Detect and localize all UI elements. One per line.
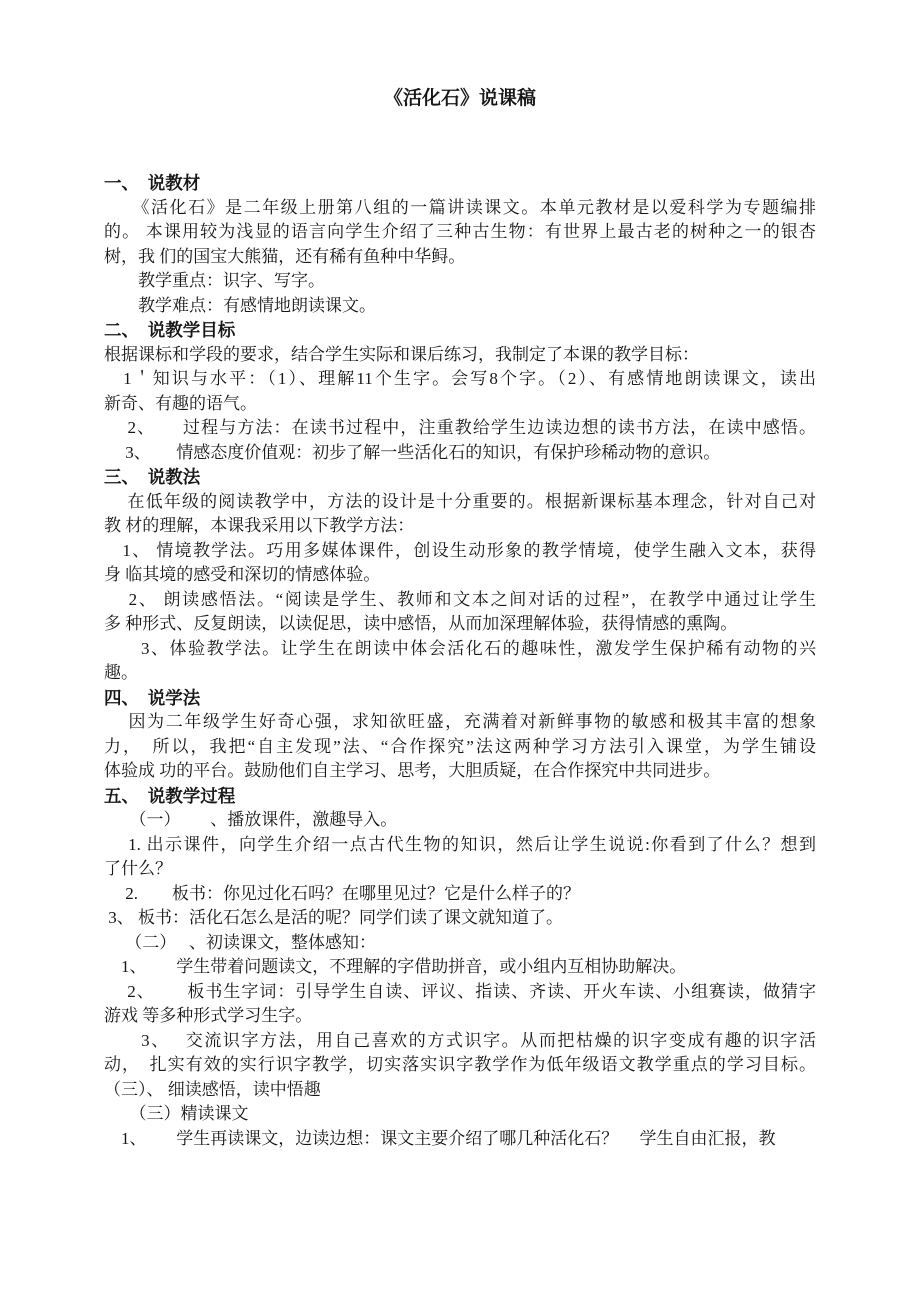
- text-line: 《活化石》是二年级上册第八组的一篇讲读课文。本单元教材是以爱科学为专题编排: [104, 197, 816, 217]
- text-line: 了什么？: [104, 859, 172, 878]
- text-line: 的。 本课用较为浅显的语言向学生介绍了三种古生物：有世界上最古老的树种之一的银杏: [104, 222, 816, 241]
- text-line: 体验成 功的平台。鼓励他们自主学习、思考，大胆质疑，在合作探究中共同进步。: [104, 761, 721, 780]
- text-line: 3、 板书：活化石怎么是活的呢？同学们读了课文就知道了。: [104, 908, 563, 927]
- text-line: 3、 交流识字方法，用自己喜欢的方式识字。从而把枯燥的识字变成有趣的识字活: [104, 1030, 816, 1050]
- text-line: （三）、 细读感悟，读中悟趣: [104, 1079, 321, 1099]
- text-line: 游戏 等多种形式学习生字。: [104, 1006, 313, 1025]
- text-line: 教学重点：识字、写字。: [104, 271, 325, 290]
- text-line: 1、 情境教学法。巧用多媒体课件，创设生动形象的教学情境，使学生融入文本，获得: [104, 540, 816, 560]
- text-line: 1. 出示课件，向学生介绍一点古代生物的知识，然后让学生说说:你看到了什么？想到: [104, 834, 816, 854]
- text-line: 2、 朗读感悟法。“阅读是学生、教师和文本之间对话的过程”，在教学中通过让学生: [104, 589, 816, 609]
- text-line: 2、 板书生字词：引导学生自读、评议、指读、齐读、开火车读、小组赛读，做猜字: [104, 981, 816, 1001]
- text-line: 3、 情感态度价值观：初步了解一些活化石的知识，有保护珍稀动物的意识。: [104, 442, 721, 462]
- text-line: （二） 、初读课文，整体感知：: [104, 932, 376, 952]
- section-heading: 五、 说教学过程: [104, 785, 236, 806]
- text-line: 趣。: [104, 663, 138, 682]
- text-line: （一） 、播放课件，激趣导入。: [104, 810, 398, 829]
- section-heading: 二、 说教学目标: [104, 320, 236, 340]
- text-line: 1、 学生再读课文，边读边想：课文主要介绍了哪几种活化石？ 学生自由汇报，教: [104, 1128, 776, 1148]
- text-line: 2、 过程与方法：在读书过程中，注重教给学生边读边想的读书方法，在读中感悟。: [104, 418, 816, 437]
- section-heading: 四、 说学法: [104, 687, 201, 708]
- text-line: 力， 所以，我把“自主发现”法、“合作探究”法这两种学习方法引入课堂，为学生铺设: [104, 736, 816, 756]
- text-line: 根据课标和学段的要求，结合学生实际和课后练习，我制定了本课的教学目标：: [104, 344, 699, 364]
- document-body: [104, 171, 816, 1151]
- text-line: 动， 扎实有效的实行识字教学，切实落实识字教学作为低年级语文教学重点的学习目标。: [104, 1055, 816, 1074]
- text-line: 树，我 们的国宝大熊猫，还有稀有鱼种中华鲟。: [104, 246, 466, 266]
- text-line: 教 材的理解，本课我采用以下教学方法：: [104, 516, 415, 535]
- text-line: 因为二年级学生好奇心强，求知欲旺盛，充满着对新鲜事物的敏感和极其丰富的想象: [104, 712, 816, 731]
- text-line: 教学难点：有感情地朗读课文。: [104, 295, 376, 315]
- document-content: [104, 86, 816, 1151]
- text-line: 1＇知识与水平：（1）、理解11个生字。会写8个字。（2）、有感情地朗读课文，读出: [104, 369, 816, 388]
- text-line: 2. 板书：你见过化石吗？在哪里见过？它是什么样子的？: [104, 883, 580, 903]
- text-line: （三）精读课文: [104, 1104, 249, 1123]
- document-title: 《活化石》说课稿: [383, 88, 536, 109]
- text-line: 1、 学生带着问题读文，不理解的字借助拼音，或小组内互相协助解决。: [104, 957, 687, 976]
- text-line: 3、体验教学法。让学生在朗读中体会活化石的趣味性，激发学生保护稀有动物的兴: [104, 638, 816, 658]
- section-heading: 三、 说教法: [104, 467, 201, 487]
- section-heading: 一、 说教材: [104, 173, 201, 193]
- text-line: 新奇、有趣的语气。: [104, 393, 257, 413]
- title-spacer: [104, 111, 816, 171]
- text-line: 在低年级的阅读教学中，方法的设计是十分重要的。根据新课标基本理念，针对自己对: [104, 491, 816, 511]
- text-line: 身 临其境的感受和深切的情感体验。: [104, 565, 381, 584]
- text-line: 多 种形式、反复朗读，以读促思，读中感悟，从而加深理解体验，获得情感的熏陶。: [104, 614, 738, 633]
